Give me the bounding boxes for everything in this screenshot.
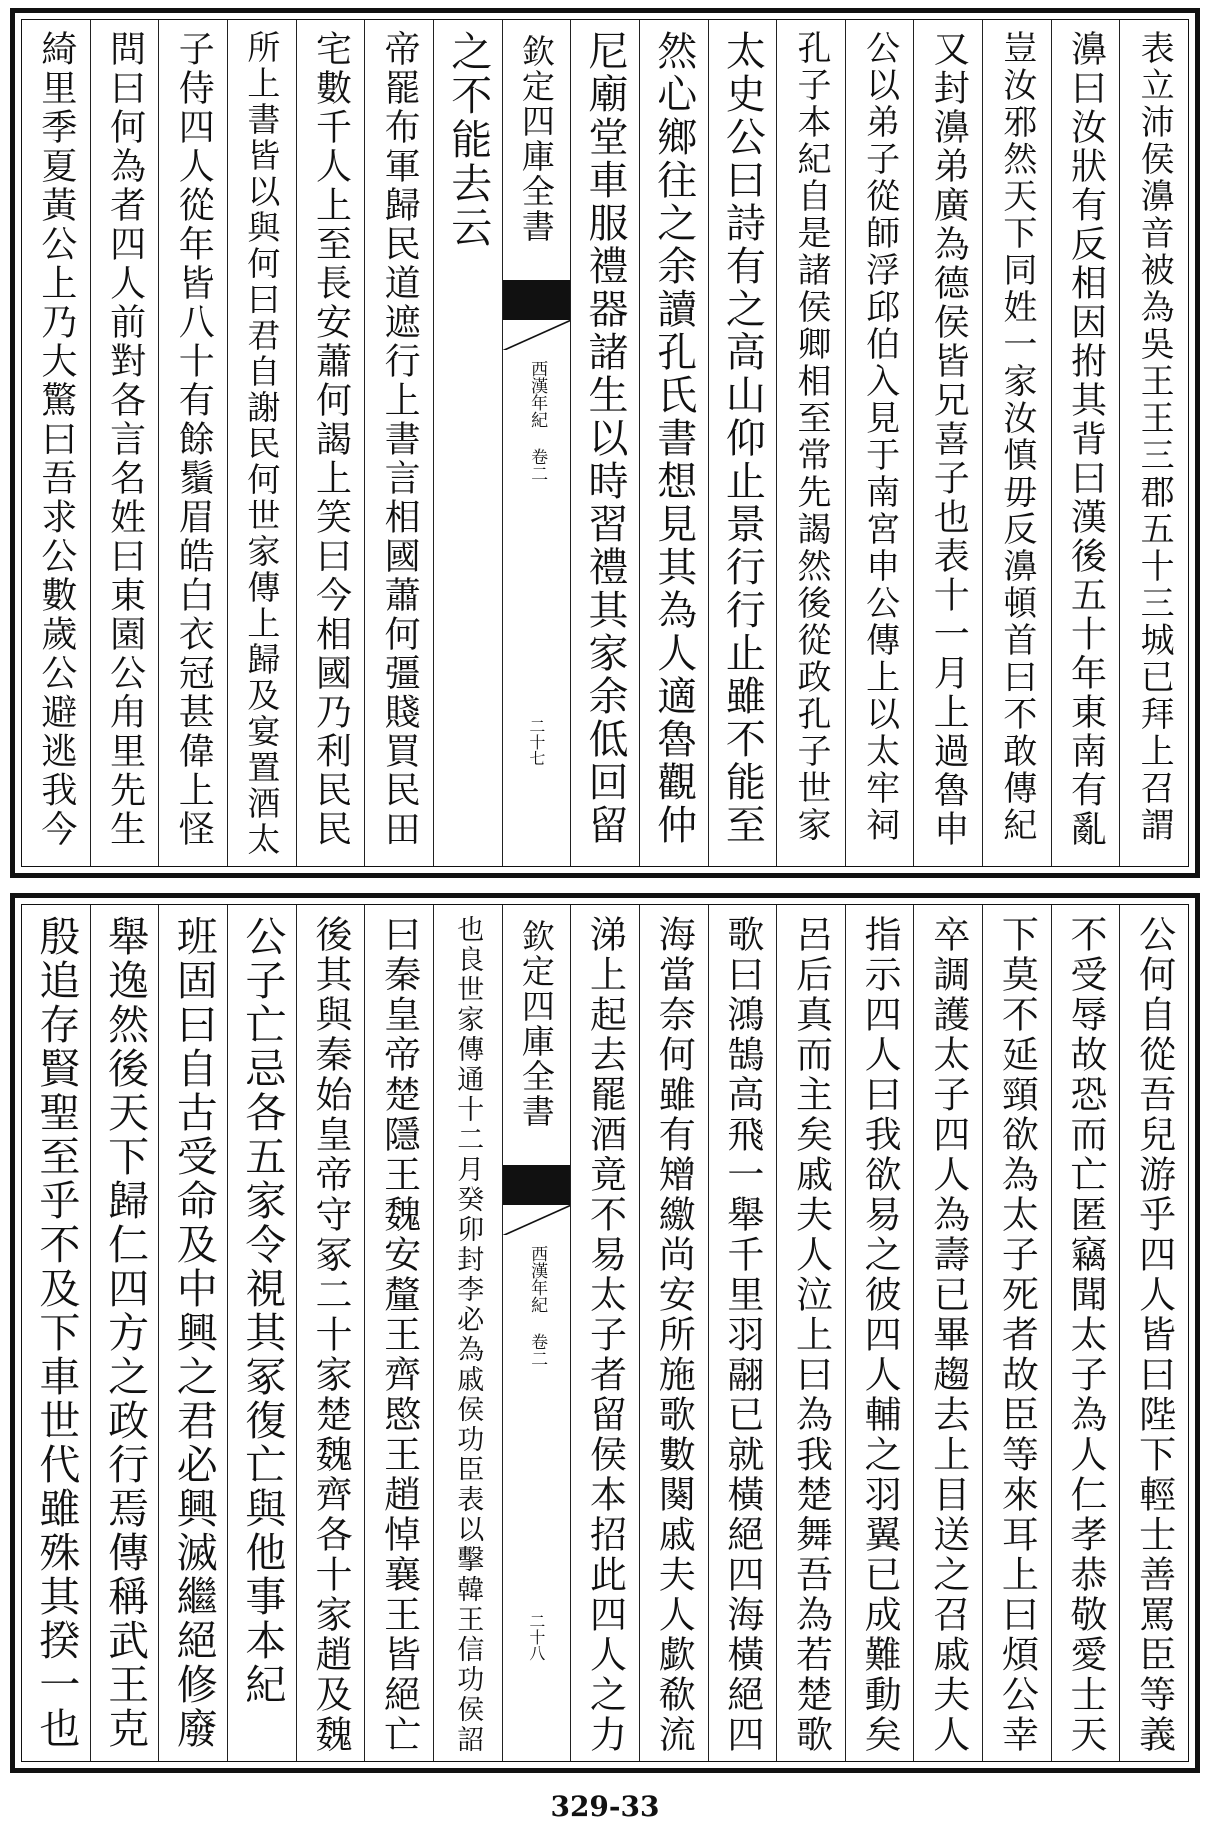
page-top-columns [22,20,1188,866]
column-text: 也良世家傳通十二月癸卯封李必為戚侯功臣表以擊韓王信功侯詔 [452,915,484,1755]
column-text: 公以弟子從師浮邱伯入見于南宮申公傳上以太牢祠 [859,30,900,844]
text-column [708,20,777,866]
column-text: 曰秦皇帝楚隱王魏安釐王齊愍王趙悼襄王皆絕亡 [377,915,421,1755]
text-column [570,20,639,866]
text-column [913,905,982,1761]
column-text: 班固曰自古受命及中興之君必興滅繼絕修廢 [169,915,218,1751]
text-column [22,905,90,1761]
text-column [845,905,914,1761]
column-text: 綺里季夏黃公上乃大驚曰吾求公數歲公避逃我今 [35,30,77,849]
page-top-frame [21,19,1189,867]
column-text: 指示四人曰我欲易之彼四人輔之羽翼已成難動矣 [858,915,902,1755]
text-column [296,20,365,866]
column-text: 不受辱故恐而亡匿竊聞太子為人仁孝恭敬愛士天 [1064,915,1108,1755]
column-text: 帝罷布軍歸民道遮行上書言相國蕭何彊賤買民田 [379,30,421,849]
section-label: 西漢年紀 卷二 [527,1245,548,1367]
page-bottom-columns [22,905,1188,1761]
column-text: 涕上起去罷酒竟不易太子者留侯本招此四人之力 [583,915,627,1755]
column-text: 又封濞弟廣為德侯皆兄喜子也表十一月上過魯申 [928,30,970,849]
text-column [913,20,982,866]
column-text: 然心鄉往之余讀孔氏書想見其為人適魯觀仲 [650,30,697,847]
text-column [364,20,433,866]
text-column [364,905,433,1761]
column-text: 殷追存賢聖至乎不及下車世代雖殊其揆一也 [32,915,81,1751]
text-column [570,905,639,1761]
column-text: 宅數千人上至長安蕭何謁上笑曰今相國乃利民民 [310,30,352,849]
text-column [227,20,296,866]
book-title: 欽定四庫全書 [516,34,556,244]
fish-tail-mark [503,280,571,320]
column-text: 歌曰鴻鵠高飛一舉千里羽翮已就橫絕四海橫絕四 [720,915,764,1755]
text-column [433,20,502,866]
text-column [158,20,227,866]
column-text: 子侍四人從年皆八十有餘鬚眉皓白衣冠甚偉上怪 [173,30,215,849]
column-text: 濞曰汝狀有反相因拊其背曰漢後五十年東南有亂 [1065,30,1107,849]
book-title: 欽定四庫全書 [516,919,556,1129]
column-text: 表立沛侯濞音被為吳王王三郡五十三城已拜上召謂 [1134,30,1175,844]
column-text: 太史公曰詩有之高山仰止景行行止雖不能至 [719,30,766,847]
section-label: 西漢年紀 卷二 [527,360,548,482]
text-column [708,905,777,1761]
text-column [845,20,914,866]
center-fold [502,20,571,866]
folio-number: 二十七 [526,718,546,766]
text-column [227,905,296,1761]
column-text: 海當奈何雖有矰繳尚安所施歌數闋戚夫人歔欷流 [652,915,696,1755]
column-text: 豈汝邪然天下同姓一家汝慎毋反濞頓首曰不敢傳紀 [996,30,1037,844]
text-column [639,20,708,866]
column-text: 孔子本紀自是諸侯卿相至常先謁然後從政孔子世家 [790,30,831,844]
column-text: 所上書皆以與何曰君自謝民何世家傳上歸及宴置酒太 [242,30,282,858]
column-text: 尼廟堂車服禮器諸生以時習禮其家余低回留 [582,30,629,847]
column-text: 公子亡忌各五家令視其冢復亡與他事本紀 [238,915,287,1707]
text-column [1119,20,1188,866]
text-column [639,905,708,1761]
text-column [776,905,845,1761]
column-text: 後其與秦始皇帝守冢二十家楚魏齊各十家趙及魏 [308,915,352,1755]
center-fold [502,905,571,1761]
text-column [90,20,159,866]
page-bottom [10,893,1200,1773]
page-bottom-frame [21,904,1189,1762]
scan-page-label: 329-33 [550,1790,660,1823]
text-column [1119,905,1188,1761]
text-column [22,20,90,866]
fish-tail-mark [503,1165,571,1205]
text-column [982,905,1051,1761]
column-text: 問曰何為者四人前對各言名姓曰東園公甪里先生 [104,30,146,849]
column-text: 下莫不延頸欲為太子死者故臣等來耳上曰煩公幸 [995,915,1039,1755]
column-text: 卒調護太子四人為壽已畢趨去上目送之召戚夫人 [926,915,970,1755]
text-column [158,905,227,1761]
page-top [10,8,1200,878]
text-column [296,905,365,1761]
column-text: 舉逸然後天下歸仁四方之政行焉傳稱武王克 [101,915,150,1751]
folio-number: 二十八 [526,1613,546,1661]
column-text: 公何自從吾兒游乎四人皆曰陛下輕士善罵臣等義 [1132,915,1176,1755]
text-column [90,905,159,1761]
text-column [1051,905,1120,1761]
text-column [1051,20,1120,866]
text-column [776,20,845,866]
column-text: 呂后真而主矣戚夫人泣上曰為我楚舞吾為若楚歌 [789,915,833,1755]
column-text: 之不能去云 [444,30,493,250]
text-column [982,20,1051,866]
text-column [433,905,502,1761]
